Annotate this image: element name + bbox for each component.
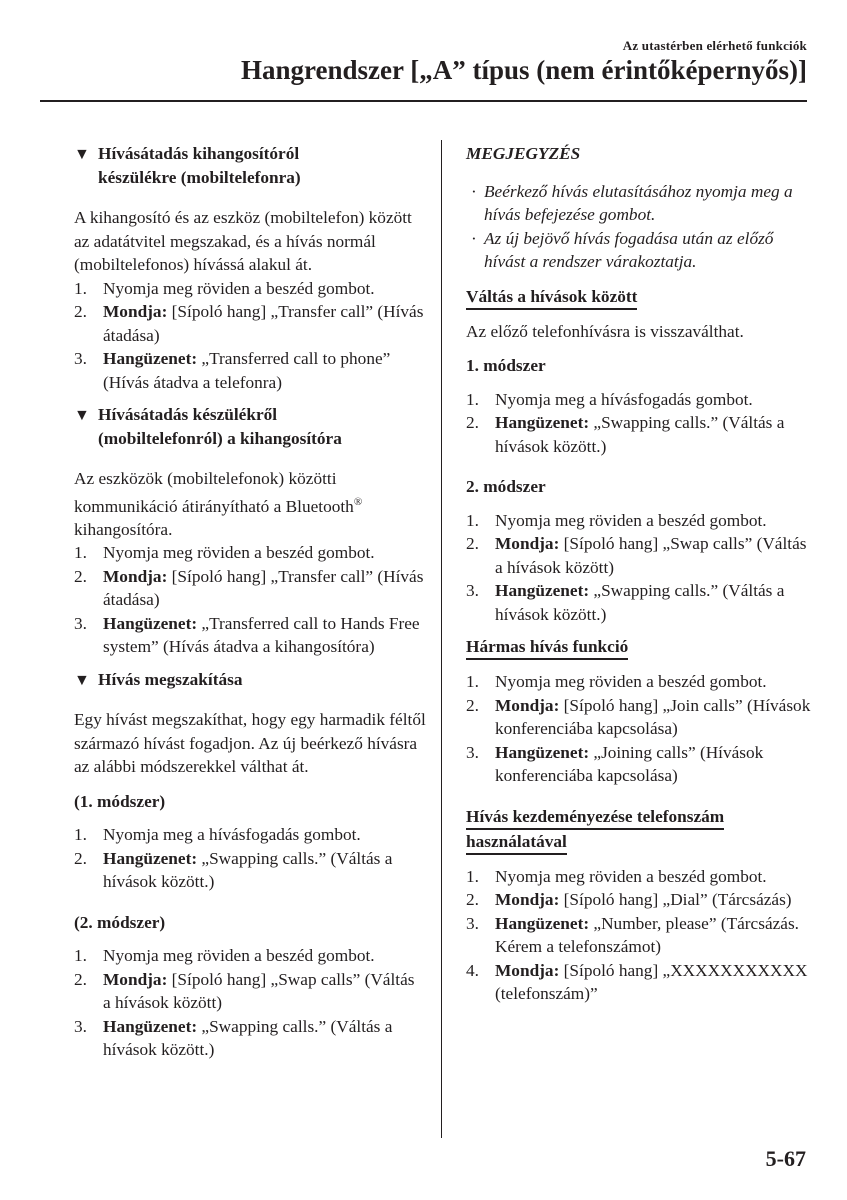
step-number: 2.	[74, 848, 87, 868]
list-item	[466, 888, 812, 912]
step-keyword: Hangüzenet:	[495, 913, 590, 933]
step-text: „Transferred call to Hands Free system” (Hívás átadva a kihangosítóra)	[103, 613, 420, 657]
list-item	[466, 532, 812, 579]
note-list	[466, 180, 812, 274]
list-item	[466, 694, 812, 741]
method-heading: (1. módszer)	[74, 791, 166, 811]
step-text: [Sípoló hang] „Transfer call” (Hívás átadása)	[103, 302, 424, 345]
step-list	[466, 865, 812, 1006]
step-number: 1.	[74, 543, 87, 563]
step-text: Nyomja meg röviden a beszéd gombot.	[103, 278, 375, 298]
step-number: 2.	[466, 534, 479, 553]
step-number: 3.	[466, 742, 479, 762]
list-item	[74, 541, 426, 565]
triangle-marker-icon: ▼	[74, 671, 90, 689]
bullet-icon: ·	[471, 181, 477, 201]
page-number: 5-67	[765, 1146, 806, 1171]
step-list	[466, 670, 812, 788]
step-text: „Swapping calls.” (Váltás a hívások között.)	[495, 413, 785, 456]
column-divider	[441, 140, 442, 1138]
list-item	[74, 612, 426, 659]
list-item	[74, 968, 426, 1015]
step-text: [Sípoló hang] „Dial” (Tárcsázás)	[559, 890, 792, 909]
triangle-marker-icon: ▼	[74, 407, 90, 424]
step-text: [Sípoló hang] „XXXXXXXXXXX (telefonszám)”	[495, 960, 808, 1003]
list-item	[466, 670, 812, 694]
section-label: Az utastérben elérhető funkciók	[622, 38, 807, 53]
subsection-heading-line: Hívás kezdeményezése telefonszám	[466, 806, 724, 830]
step-text: [Sípoló hang] „Swap calls” (Váltás a hívások között)	[103, 969, 415, 1013]
step-text: Nyomja meg röviden a beszéd gombot.	[103, 946, 375, 966]
step-number: 2.	[74, 302, 87, 321]
list-item	[466, 509, 812, 533]
paragraph-text: kihangosítóra.	[74, 519, 173, 539]
step-text: Nyomja meg röviden a beszéd gombot.	[103, 543, 375, 563]
list-item	[74, 1015, 426, 1062]
step-text: Nyomja meg röviden a beszéd gombot.	[495, 672, 767, 691]
heading-transfer-to-phone	[74, 142, 426, 189]
subsection-heading: Hármas hívás funkció	[466, 636, 628, 660]
step-number: 1.	[74, 946, 87, 966]
list-item	[466, 865, 812, 889]
step-keyword: Hangüzenet:	[495, 581, 590, 600]
step-text: Nyomja meg a hívásfogadás gombot.	[495, 389, 753, 409]
heading-line: Hívás megszakítása	[98, 669, 243, 689]
paragraph: Egy hívást megszakíthat, hogy egy harmadik féltől származó hívást fogadjon. Az új beérkező hívásra az alábbi módszerekkel válthat át.	[74, 710, 426, 777]
step-keyword: Hangüzenet:	[495, 413, 590, 432]
step-text: „Swapping calls.” (Váltás a hívások között.)	[103, 848, 393, 892]
step-number: 3.	[74, 1016, 87, 1036]
step-text: [Sípoló hang] „Swap calls” (Váltás a hívások között)	[495, 534, 807, 577]
step-list	[74, 277, 426, 395]
method-heading: (2. módszer)	[74, 912, 166, 932]
left-column	[74, 142, 426, 1071]
step-number: 3.	[74, 613, 87, 633]
note-title: MEGJEGYZÉS	[466, 144, 581, 163]
heading-line: Hívásátadás kihangosítóról	[98, 144, 300, 163]
list-item	[74, 847, 426, 894]
step-text: [Sípoló hang] „Transfer call” (Hívás átadása)	[103, 566, 424, 610]
step-keyword: Mondja:	[103, 566, 168, 586]
registered-mark: ®	[353, 495, 363, 508]
step-number: 4.	[466, 960, 479, 980]
step-keyword: Mondja:	[495, 534, 560, 553]
step-list	[74, 944, 426, 1062]
step-number: 1.	[466, 866, 479, 886]
heading-transfer-to-handsfree	[74, 403, 426, 450]
heading-line: készülékre (mobiltelefonra)	[98, 167, 301, 187]
step-text: Nyomja meg a hívásfogadás gombot.	[103, 825, 361, 845]
right-column	[466, 142, 812, 1015]
step-list	[466, 509, 812, 627]
step-text: „Joining calls” (Hívások konferenciába kapcsolása)	[495, 742, 764, 785]
triangle-marker-icon: ▼	[74, 146, 90, 163]
step-list	[74, 823, 426, 894]
step-number: 1.	[466, 510, 479, 530]
note-item	[466, 227, 812, 274]
header-rule	[40, 100, 807, 102]
step-keyword: Mondja:	[495, 890, 560, 909]
step-text: „Transferred call to phone” (Hívás átadva a telefonra)	[103, 349, 391, 392]
step-number: 2.	[466, 413, 479, 432]
list-item	[74, 565, 426, 612]
step-number: 3.	[466, 913, 479, 933]
note-text: Az új bejövő hívás fogadása után az előző hívást a rendszer várakoztatja.	[484, 228, 774, 271]
heading-line: Hívásátadás készülékről	[98, 405, 278, 424]
list-item	[466, 579, 812, 626]
step-number: 3.	[74, 349, 87, 368]
list-item	[466, 912, 812, 959]
step-number: 1.	[466, 672, 479, 691]
step-keyword: Hangüzenet:	[495, 742, 590, 762]
step-number: 1.	[74, 278, 87, 298]
step-text: Nyomja meg röviden a beszéd gombot.	[495, 866, 767, 886]
list-item	[74, 347, 426, 394]
step-keyword: Hangüzenet:	[103, 349, 198, 368]
step-number: 1.	[74, 825, 87, 845]
subsection-heading: Váltás a hívások között	[466, 286, 637, 310]
list-item	[466, 388, 812, 412]
method-heading: 1. módszer	[466, 356, 546, 375]
step-keyword: Hangüzenet:	[103, 613, 198, 633]
step-list	[466, 388, 812, 459]
step-text: „Swapping calls.” (Váltás a hívások között.)	[495, 581, 785, 624]
list-item	[74, 823, 426, 847]
list-item	[74, 277, 426, 301]
step-text: [Sípoló hang] „Join calls” (Hívások konferenciába kapcsolása)	[495, 695, 811, 738]
step-list	[74, 541, 426, 659]
step-keyword: Hangüzenet:	[103, 848, 198, 868]
step-number: 2.	[74, 566, 87, 586]
step-keyword: Mondja:	[103, 302, 168, 321]
subsection-heading-line: használatával	[466, 831, 567, 855]
step-keyword: Hangüzenet:	[103, 1016, 198, 1036]
paragraph	[74, 467, 426, 541]
list-item	[74, 944, 426, 968]
step-text: Nyomja meg röviden a beszéd gombot.	[495, 510, 767, 530]
bullet-icon: ·	[471, 228, 477, 248]
step-text: „Swapping calls.” (Váltás a hívások között.)	[103, 1016, 393, 1060]
list-item	[466, 741, 812, 788]
step-keyword: Mondja:	[495, 695, 560, 715]
list-item	[74, 300, 426, 347]
method-heading: 2. módszer	[466, 477, 546, 496]
paragraph: A kihangosító és az eszköz (mobiltelefon) között az adatátvitel megszakad, és a hívás normál (mobiltelefonos) hívássá alakul át.	[74, 208, 412, 274]
step-keyword: Mondja:	[495, 960, 560, 980]
heading-line: (mobiltelefonról) a kihangosítóra	[98, 428, 342, 448]
paragraph-text: Az eszközök (mobiltelefonok) közötti kommunikáció átirányítható a Bluetooth	[74, 469, 354, 516]
heading-call-interrupt	[74, 668, 426, 692]
note-text: Beérkező hívás elutasításához nyomja meg a hívás befejezése gombot.	[484, 181, 793, 224]
step-number: 2.	[466, 890, 479, 909]
note-item	[466, 180, 812, 227]
step-text: „Number, please” (Tárcsázás. Kérem a telefonszámot)	[495, 913, 800, 956]
paragraph: Az előző telefonhívásra is visszaválthat.	[466, 321, 744, 341]
step-number: 2.	[74, 969, 87, 989]
list-item	[466, 959, 812, 1006]
step-number: 1.	[466, 389, 479, 409]
step-number: 3.	[466, 581, 479, 600]
list-item	[466, 411, 812, 458]
step-keyword: Mondja:	[103, 969, 168, 989]
page-title: Hangrendszer [„A” típus (nem érintőképernyős)]	[241, 55, 807, 85]
step-number: 2.	[466, 695, 479, 715]
